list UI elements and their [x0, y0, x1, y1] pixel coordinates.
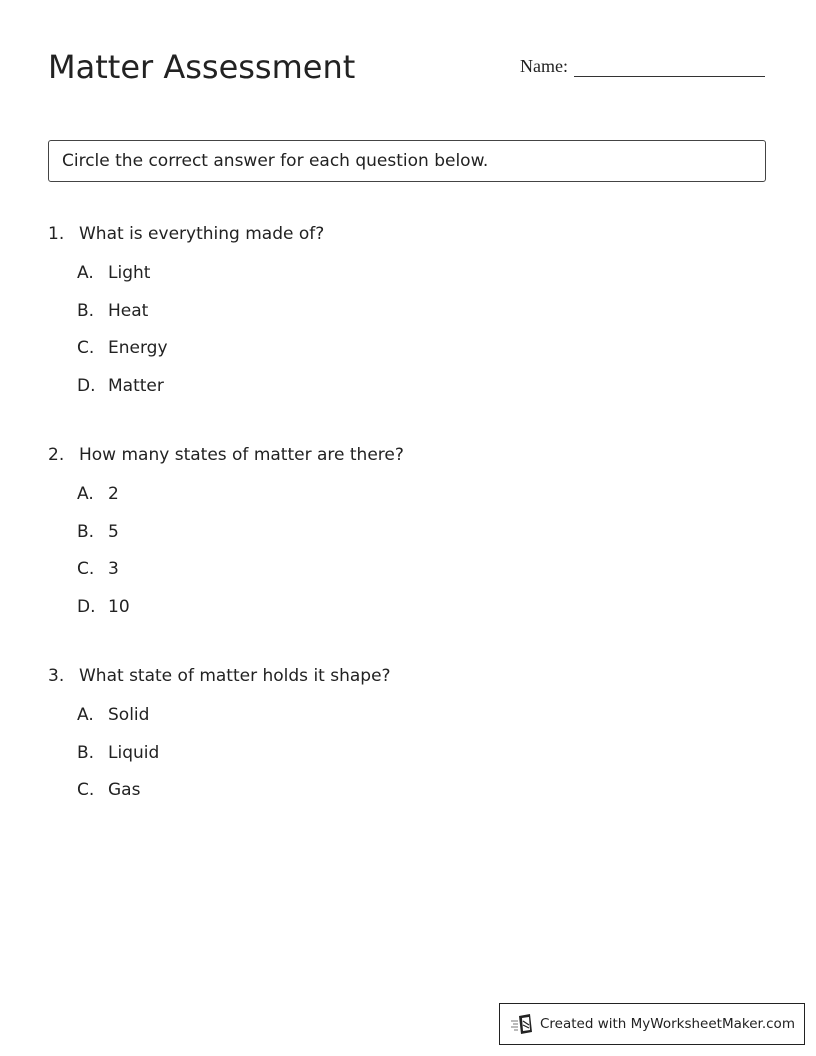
choice-letter: D.	[77, 375, 96, 396]
choice-letter: B.	[77, 300, 95, 321]
choice-item[interactable]	[77, 263, 324, 301]
choice-item[interactable]	[77, 522, 404, 560]
choice-item[interactable]	[77, 743, 391, 781]
name-label: Name:	[520, 56, 568, 76]
question-1	[48, 224, 324, 413]
question-number: 1.	[48, 224, 65, 244]
choice-text: Energy	[108, 338, 168, 358]
name-field	[520, 54, 765, 77]
choice-text: 10	[108, 596, 130, 617]
choice-list	[77, 484, 404, 634]
choice-letter: C.	[77, 559, 95, 579]
choice-text: Solid	[108, 705, 150, 725]
question-text: How many states of matter are there?	[79, 445, 404, 465]
choice-letter: B.	[77, 521, 95, 542]
choice-letter: A.	[77, 705, 94, 725]
choice-item[interactable]	[77, 338, 324, 376]
choice-letter: C.	[77, 780, 95, 800]
instructions-text: Circle the correct answer for each question below.	[62, 151, 489, 171]
choice-letter: A.	[77, 263, 94, 283]
question-number: 3.	[48, 666, 65, 686]
choice-text: Gas	[108, 780, 141, 800]
question-text: What is everything made of?	[79, 224, 325, 244]
choice-item[interactable]	[77, 705, 391, 743]
choice-letter: C.	[77, 338, 95, 358]
choice-letter: B.	[77, 742, 95, 763]
question-prompt	[48, 445, 404, 465]
page-title: Matter Assessment	[48, 48, 356, 86]
worksheet-logo-icon	[510, 1013, 534, 1035]
choice-letter: D.	[77, 596, 96, 617]
choice-item[interactable]	[77, 376, 324, 414]
choice-text: Matter	[108, 375, 164, 396]
question-prompt	[48, 666, 391, 686]
question-3	[48, 666, 391, 818]
instructions-box	[48, 140, 766, 182]
question-2	[48, 445, 404, 634]
choice-item[interactable]	[77, 780, 391, 818]
footer-text: Created with MyWorksheetMaker.com	[540, 1016, 795, 1032]
choice-item[interactable]	[77, 301, 324, 339]
choice-text: 2	[108, 484, 119, 504]
choice-item[interactable]	[77, 597, 404, 635]
choice-text: 5	[108, 521, 119, 542]
name-blank-line[interactable]	[574, 54, 765, 77]
choice-letter: A.	[77, 484, 94, 504]
choice-text: Liquid	[108, 742, 160, 763]
choice-text: Heat	[108, 300, 149, 321]
choice-item[interactable]	[77, 484, 404, 522]
question-text: What state of matter holds it shape?	[79, 666, 391, 686]
choice-list	[77, 705, 391, 818]
question-number: 2.	[48, 445, 65, 465]
question-prompt	[48, 224, 324, 244]
choice-text: Light	[108, 263, 151, 283]
footer-badge[interactable]	[499, 1003, 805, 1045]
choice-list	[77, 263, 324, 413]
choice-item[interactable]	[77, 559, 404, 597]
choice-text: 3	[108, 559, 119, 579]
